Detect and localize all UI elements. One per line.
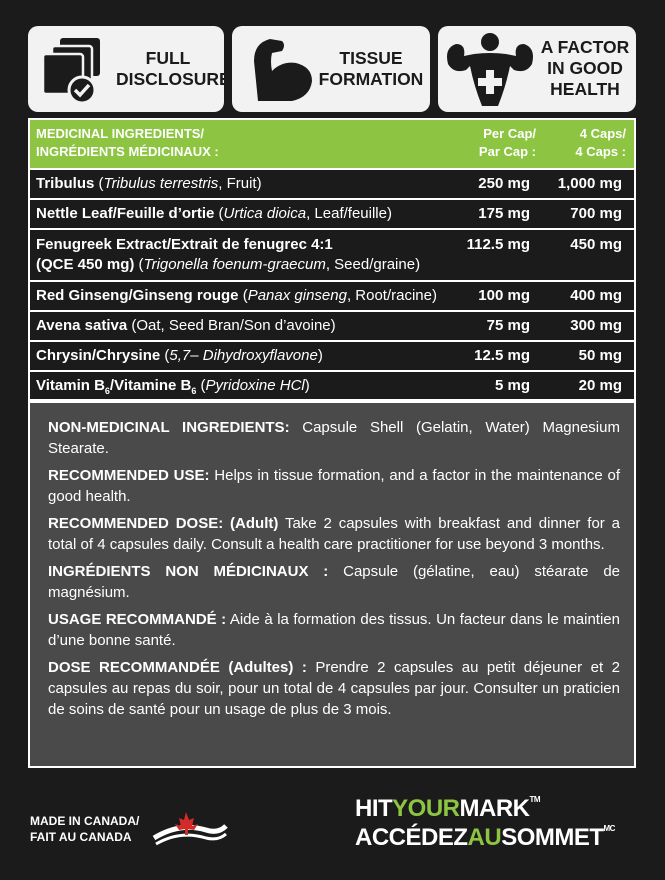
canada-flag-icon: [150, 808, 230, 848]
ingredient-name: Red Ginseng/Ginseng rouge (Panax ginseng, Root/racine): [36, 287, 437, 304]
per-cap-value: 100 mg: [478, 287, 530, 304]
muscle-man-plus-icon: [440, 30, 540, 110]
ingredients-non-medicinaux: INGRÉDIENTS NON MÉDICINAUX : Capsule (gélatine, eau) stéarate de magnésium.: [48, 563, 621, 601]
badge-line: FORMATION: [318, 69, 424, 89]
ingredient-name: Avena sativa (Oat, Seed Bran/Son d’avoine): [36, 317, 336, 334]
header-per-cap-en: Per Cap/: [483, 126, 536, 141]
table-row: [30, 198, 634, 228]
header-ingredients-en: MEDICINAL INGREDIENTS/: [36, 126, 205, 141]
non-medicinal-ingredients: NON-MEDICINAL INGREDIENTS: Capsule Shell (Gelatin, Water) Magnesium Stearate.: [48, 419, 620, 457]
badge-line: TISSUE: [339, 48, 403, 68]
header-ingredients-fr: INGRÉDIENTS MÉDICINAUX :: [36, 144, 219, 159]
medicinal-ingredients-table: [28, 118, 636, 401]
ingredient-name: Nettle Leaf/Feuille d’ortie (Urtica dioica, Leaf/feuille): [36, 205, 392, 222]
table-row: [30, 370, 634, 399]
per-cap-value: 112.5 mg: [466, 236, 530, 253]
brand-hit-your-mark: HITYOURMARK™: [355, 795, 541, 822]
recommended-dose: RECOMMENDED DOSE: (Adult) Take 2 capsules with breakfast and dinner for a total of 4 capsules daily. Consult a health care practitioner for use beyond 3 months.: [48, 515, 620, 553]
per-cap-value: 75 mg: [486, 317, 530, 334]
badge-line: A FACTOR: [540, 37, 630, 57]
per-cap-value: 5 mg: [494, 377, 530, 394]
four-caps-value: 400 mg: [570, 287, 622, 304]
four-caps-value: 300 mg: [570, 317, 622, 334]
header-per-cap-fr: Par Cap :: [478, 144, 536, 159]
four-caps-value: 20 mg: [578, 377, 622, 394]
badge-full-disclosure: [28, 26, 231, 112]
ingredient-name: Vitamin $B_6$/Vitamine $B_6$ (Pyridoxine HCl): [36, 377, 310, 396]
recommended-use: RECOMMENDED USE: Helps in tissue formation, and a factor in the maintenance of good health.: [48, 467, 621, 505]
made-in-canada: [30, 813, 139, 845]
usage-recommande: USAGE RECOMMANDÉ : Aide à la formation des tissus. Un facteur dans le maintien d’une bonne santé.: [48, 611, 620, 649]
table-row: [30, 340, 634, 370]
table-row: [30, 168, 634, 198]
table-header: [30, 120, 634, 168]
badge-tissue-formation: [232, 26, 430, 112]
info-panel: [28, 401, 636, 768]
badge-line: IN GOOD: [547, 58, 623, 78]
four-caps-value: 50 mg: [578, 347, 622, 364]
made-line-en: MADE IN CANADA/: [30, 814, 140, 828]
per-cap-value: 250 mg: [478, 175, 530, 192]
table-row: [30, 310, 634, 340]
table-row: [30, 228, 634, 280]
badge-factor-good-health: [438, 26, 636, 112]
ingredient-name: Fenugreek Extract/Extrait de fenugrec 4:1 (QCE 450 mg) (Trigonella foenum-graecum, Seed/graine): [36, 236, 421, 273]
table-row: [30, 280, 634, 310]
badge-line: HEALTH: [550, 79, 620, 99]
four-caps-value: 700 mg: [570, 205, 622, 222]
header-four-caps-en: 4 Caps/: [579, 126, 626, 141]
brand-accedez-au-sommet: $ACCÉDEZAUSOMMET^{MC}$: [355, 824, 615, 851]
four-caps-value: 1,000 mg: [557, 175, 622, 192]
badge-line: FULL: [145, 48, 191, 68]
documents-check-icon: [38, 34, 108, 104]
ingredient-name: Tribulus (Tribulus terrestris, Fruit): [36, 175, 262, 192]
dose-recommandee: DOSE RECOMMANDÉE (Adultes) : Prendre 2 capsules au petit déjeuner et 2 capsules au repas du soir, pour un total de 4 capsules par jour. Consulter un praticien de soins de santé pour un usage de plus de 3 mois.: [48, 659, 620, 718]
ingredient-name: Chrysin/Chrysine (5,7– Dihydroxyflavone): [36, 347, 323, 364]
per-cap-value: 12.5 mg: [474, 347, 530, 364]
flexed-arm-icon: [242, 31, 322, 107]
header-four-caps-fr: 4 Caps :: [575, 144, 626, 159]
four-caps-value: 450 mg: [570, 236, 622, 253]
made-line-fr: FAIT AU CANADA: [30, 830, 132, 844]
per-cap-value: 175 mg: [478, 205, 530, 222]
badge-line: DISCLOSURE: [116, 69, 231, 89]
